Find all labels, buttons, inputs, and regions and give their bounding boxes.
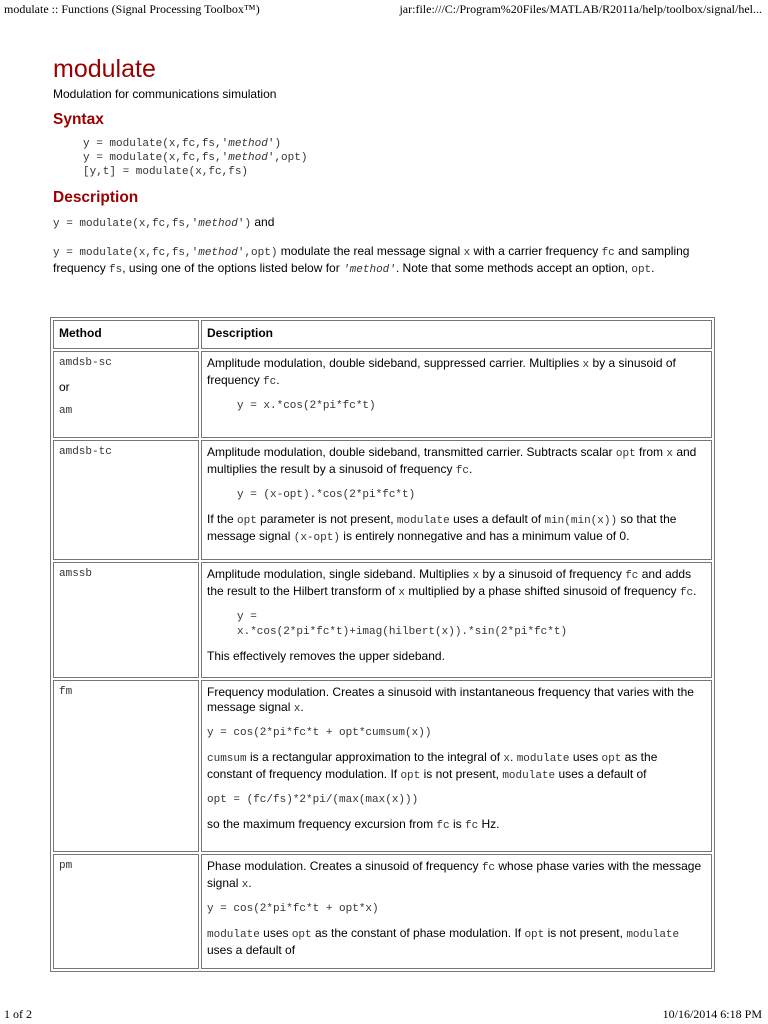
page-number: 1 of 2 [4, 1007, 32, 1021]
code-snippet: y = cos(2*pi*fc*t + opt*x) [207, 903, 379, 915]
table-row [53, 562, 712, 678]
page-title: modulate [53, 55, 156, 83]
syntax-line-2: y = modulate(x,fc,fs,'method',opt) [83, 152, 308, 164]
table-row [53, 440, 712, 560]
description-cell: Amplitude modulation, double sideband, suppressed carrier. Multiplies x by a sinusoid of frequency fc. y = x.*cos(2*pi*fc*t) [201, 351, 712, 438]
code-snippet: y = x.*cos(2*pi*fc*t) [237, 400, 376, 412]
method-cell: amssb [53, 562, 199, 678]
syntax-heading: Syntax [53, 111, 104, 128]
code-snippet: y = (x-opt).*cos(2*pi*fc*t) [237, 489, 416, 501]
code-snippet: y = cos(2*pi*fc*t + opt*cumsum(x)) [207, 727, 432, 739]
syntax-line-3: [y,t] = modulate(x,fc,fs) [83, 166, 249, 178]
syntax-line-1: y = modulate(x,fc,fs,'method') [83, 138, 282, 150]
print-header-title: modulate :: Functions (Signal Processing Toolbox™) [4, 2, 260, 16]
doc-content [53, 52, 717, 278]
header-method: Method [53, 320, 199, 349]
page-purpose: Modulation for communications simulation [53, 87, 277, 101]
table-row [53, 351, 712, 438]
print-header-url: jar:file:///C:/Program%20Files/MATLAB/R2011a/help/toolbox/signal/hel... [399, 2, 762, 16]
description-para-2: y = modulate(x,fc,fs,'method',opt) modulate the real message signal x with a carrier frequency fc and sampling frequency fs, using one of the options listed below for 'method'. Note that some methods accept an option, opt. [53, 244, 690, 276]
method-cell: fm [53, 680, 199, 852]
description-cell: Amplitude modulation, double sideband, transmitted carrier. Subtracts scalar opt from x and multiplies the result by a sinusoid of frequency fc. y = (x-opt).*cos(2*pi*fc*t) If the opt parameter is not present, modulate uses a default of min(min(x)) so that the message signal (x-opt) is entirely nonnegative and has a minimum value of 0. [201, 440, 712, 560]
table-row [53, 680, 712, 852]
description-heading: Description [53, 189, 139, 206]
print-header [0, 0, 768, 18]
print-footer [0, 1006, 768, 1024]
description-cell: Amplitude modulation, single sideband. Multiplies x by a sinusoid of frequency fc and adds the result to the Hilbert transform of x multiplied by a phase shifted sinusoid of frequency fc. y = x.*cos(2*pi*fc*t)+imag(hilbert(x)).*sin(2*pi*fc*t) This effectively removes the upper sideband. [201, 562, 712, 678]
code-snippet: opt = (fc/fs)*2*pi/(max(max(x))) [207, 794, 419, 806]
method-cell: amdsb-sc or am [53, 351, 199, 438]
description-cell: Frequency modulation. Creates a sinusoid with instantaneous frequency that varies with the message signal x. y = cos(2*pi*fc*t + opt*cumsum(x)) cumsum is a rectangular approximation to the integral of x. modulate uses opt as the constant of frequency modulation. If opt is not present, modulate uses a default of opt = (fc/fs)*2*pi/(max(max(x))) so the maximum frequency excursion from fc is fc Hz. [201, 680, 712, 852]
method-cell: pm [53, 854, 199, 969]
header-description: Description [201, 320, 712, 349]
method-cell: amdsb-tc [53, 440, 199, 560]
description-para-1: y = modulate(x,fc,fs,'method') and [53, 215, 275, 230]
code-snippet: y = x.*cos(2*pi*fc*t)+imag(hilbert(x)).*sin(2*pi*fc*t) [237, 611, 568, 638]
table-row [53, 854, 712, 969]
table-header-row [53, 320, 712, 349]
methods-table [50, 317, 715, 972]
description-cell: Phase modulation. Creates a sinusoid of frequency fc whose phase varies with the message signal x. y = cos(2*pi*fc*t + opt*x) modulate uses opt as the constant of phase modulation. If opt is not present, modulate uses a default of [201, 854, 712, 969]
print-timestamp: 10/16/2014 6:18 PM [662, 1007, 762, 1021]
syntax-block [53, 135, 717, 177]
